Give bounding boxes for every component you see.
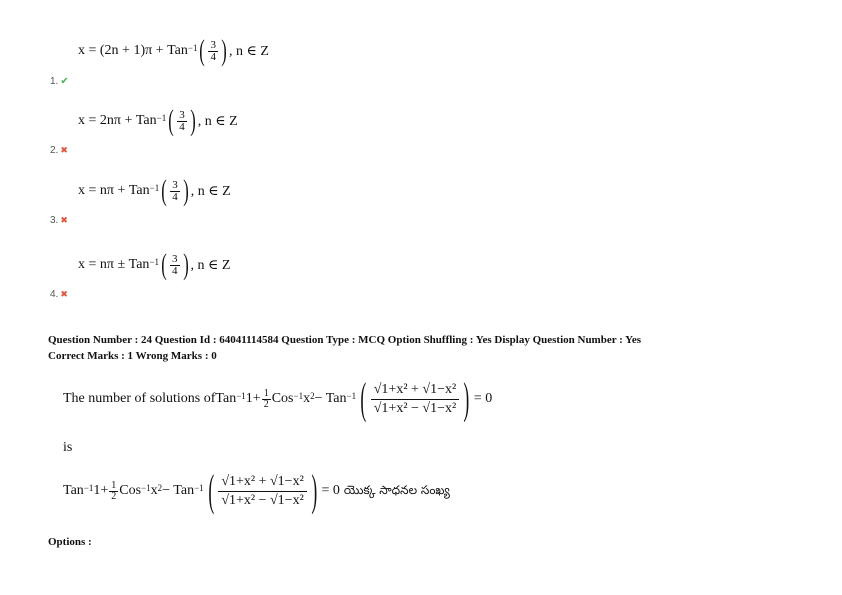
inverse-sup: −1 [156,113,167,123]
question-english-suffix: is [63,440,73,455]
option-lhs: x = 2nπ + Tan [78,113,157,128]
radical-fraction [218,474,306,508]
inverse-sup: −1 [187,43,198,53]
half-fraction: $\frac{1}{2}$ [263,387,269,410]
question-telugu: Tan $^{-1}$ 1+ $\frac{1}{2}$ Cos $^{-1}$ x $^2$ − Tan $^{-1}$ ( $\frac{\text{√1+x² + √1−x²}}{\text{√1+x² − √1−x²}}$ ) = 0 యొక్క సాధనల సంఖ్య [63,466,450,515]
cos-text: Cos [119,483,142,498]
one-plus: 1+ [245,391,261,406]
one-plus: 1+ [93,483,109,498]
question-meta-line1: Question Number : 24 Question Id : 64041114584 Question Type : MCQ Option Shuffling : Yes Display Question Number : Yes [48,334,642,346]
option-fraction: $\frac{3}{4}$ [179,108,185,133]
option-2-equation: x = 2nπ + Tan $^{-1}$ ( $\frac{3}{4}$ ) , n ∈ Z [78,104,238,137]
radical-numerator: √1+x² + √1−x² [371,382,459,399]
cross-icon: ✖ [60,145,68,155]
equals-zero: = 0 [473,391,493,406]
check-icon: ✔ [60,76,69,87]
option-lhs: x = nπ + Tan [78,183,150,198]
inverse-sup: −1 [236,391,246,401]
square-sup: 2 [157,483,163,493]
x-var: x [303,391,311,406]
half-fraction: $\frac{1}{2}$ [111,479,117,502]
option-1-number: 1. ✔ [50,76,69,87]
cos-text: Cos [271,391,294,406]
equals-zero: = 0 [321,483,340,498]
option-tail: , n ∈ Z [190,183,231,199]
radical-denominator: √1+x² − √1−x² [221,492,304,508]
option-3-equation: x = nπ + Tan $^{-1}$ ( $\frac{3}{4}$ ) , n ∈ Z [78,174,231,207]
options-label: Options : [48,536,92,548]
option-lhs: x = nπ ± Tan [78,257,150,272]
radical-numerator: √1+x² + √1−x² [218,474,306,491]
option-3-number: 3. ✖ [50,215,68,226]
inverse-sup: −1 [149,257,160,267]
cross-icon: ✖ [60,215,68,225]
cross-icon: ✖ [60,289,68,299]
inverse-sup: −1 [194,483,204,493]
option-fraction: $\frac{3}{4}$ [172,252,178,277]
option-fraction: $\frac{3}{4}$ [210,38,216,63]
question-english: The number of solutions of Tan $^{-1}$ 1+ $\frac{1}{2}$ Cos $^{-1}$ x $^2$ − Tan $^{-1}$ ( $\frac{\text{√1+x² + √1−x²}}{\text{√1+x² − √1−x²}}$ ) = 0 [63,374,493,423]
option-4-equation: x = nπ ± Tan $^{-1}$ ( $\frac{3}{4}$ ) , n ∈ Z [78,248,231,281]
tan-text: Tan [63,483,84,498]
tan-text: Tan [215,391,237,406]
inverse-sup: −1 [293,391,304,401]
inverse-sup: −1 [83,483,94,493]
question-meta-line2: Correct Marks : 1 Wrong Marks : 0 [48,350,217,362]
option-fraction: $\frac{3}{4}$ [172,178,178,203]
question-prefix: The number of solutions of [63,391,216,406]
option-tail: , n ∈ Z [197,113,238,129]
x-var: x [150,483,158,498]
option-1-equation: x = (2n + 1)π + Tan $^{-1}$ ( $\frac{3}{4}$ ) , n ∈ Z [78,34,269,67]
minus-tan: − Tan [162,483,195,498]
radical-fraction [371,382,459,416]
telugu-text: యొక్క సాధనల సంఖ్య [343,482,450,497]
inverse-sup: −1 [149,183,160,193]
radical-denominator: √1+x² − √1−x² [373,400,457,416]
inverse-sup: −1 [346,391,357,401]
inverse-sup: −1 [141,483,151,493]
option-4-number: 4. ✖ [50,289,68,300]
square-sup: 2 [310,391,315,401]
option-tail: , n ∈ Z [228,43,269,59]
minus-tan: − Tan [314,391,347,406]
option-lhs: x = (2n + 1)π + Tan [78,43,188,58]
option-2-number: 2. ✖ [50,145,68,156]
option-tail: , n ∈ Z [190,257,231,273]
